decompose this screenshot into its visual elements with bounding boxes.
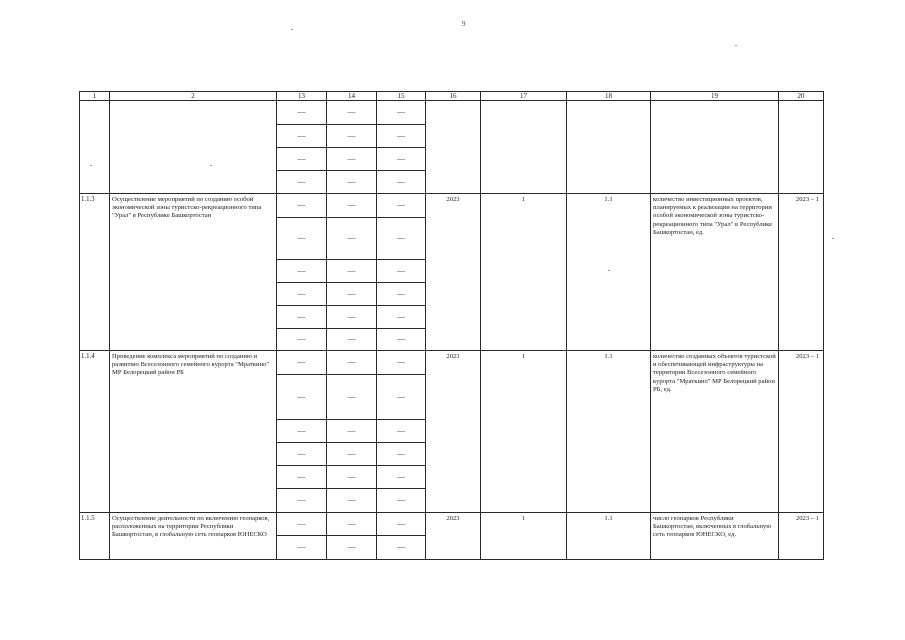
- dash-cell: —: [327, 148, 377, 171]
- row-number: 1.1.4: [80, 351, 110, 513]
- table-row: [80, 194, 824, 218]
- dash-cell: —: [327, 218, 377, 260]
- target-value: 2023 – 1: [779, 194, 824, 351]
- scan-speck: [735, 45, 737, 46]
- dash-cell: —: [377, 125, 426, 148]
- dash-cell: —: [277, 513, 327, 536]
- dash-cell: —: [327, 489, 377, 513]
- scan-speck: [291, 29, 293, 30]
- indicator-text: количество созданных объектов туристской и обеспечивающей инфраструктуры на территории Всесезонного семейного курорта "Мраткино" МР Белорецкий район РБ, ед.: [651, 351, 779, 513]
- dash-cell: —: [327, 194, 377, 218]
- indicator-text: количество инвестиционных проектов, планируемых к реализации на территории особой экономической зоны туристско-рекреационного типа "Урал" в Республике Башкортостан, ед.: [651, 194, 779, 351]
- dash-cell: —: [277, 148, 327, 171]
- indicator-text: число геопарков Республики Башкортостан, включенных в глобальную сеть геопарков ЮНЕСКО, ед.: [651, 513, 779, 560]
- col17-cell: 1: [481, 513, 567, 560]
- dash-cell: —: [377, 218, 426, 260]
- header-cell: 2: [110, 92, 277, 101]
- program-table: [79, 91, 824, 560]
- dash-cell: —: [327, 443, 377, 466]
- dash-cell: —: [277, 101, 327, 125]
- scan-speck: [832, 238, 834, 239]
- dash-cell: —: [277, 218, 327, 260]
- dash-cell: —: [377, 536, 426, 560]
- col17-cell: 1: [481, 351, 567, 513]
- dash-cell: —: [277, 283, 327, 306]
- header-cell: 20: [779, 92, 824, 101]
- dash-cell: —: [327, 375, 377, 420]
- dash-cell: —: [377, 489, 426, 513]
- row-number: 1.1.3: [80, 194, 110, 351]
- dash-cell: —: [277, 329, 327, 351]
- dash-cell: —: [377, 375, 426, 420]
- year-cell: 2023: [426, 351, 481, 513]
- dash-cell: —: [377, 513, 426, 536]
- cell-empty: [481, 101, 567, 194]
- dash-cell: —: [327, 420, 377, 443]
- year-cell: 2023: [426, 513, 481, 560]
- dash-cell: —: [327, 283, 377, 306]
- dash-cell: —: [327, 536, 377, 560]
- dash-cell: —: [377, 260, 426, 283]
- header-cell: 13: [277, 92, 327, 101]
- dash-cell: —: [277, 260, 327, 283]
- activity-name: Осуществление мероприятий по созданию особой экономической зоны туристско-рекреационного типа "Урал" в Республике Башкортостан: [110, 194, 277, 351]
- table-row: [80, 101, 824, 125]
- dash-cell: —: [277, 125, 327, 148]
- dash-cell: —: [277, 306, 327, 329]
- dash-cell: —: [277, 420, 327, 443]
- dash-cell: —: [327, 171, 377, 194]
- year-cell: 2023: [426, 194, 481, 351]
- cell-empty: [567, 101, 651, 194]
- dash-cell: —: [277, 351, 327, 375]
- activity-name: Проведение комплекса мероприятий по созданию и развитию Всесезонного семейного курорта "Мраткино" МР Белорецкий район РБ: [110, 351, 277, 513]
- dash-cell: —: [277, 466, 327, 489]
- header-cell: 15: [377, 92, 426, 101]
- dash-cell: —: [327, 466, 377, 489]
- dash-cell: —: [377, 443, 426, 466]
- header-cell: 18: [567, 92, 651, 101]
- dash-cell: —: [327, 101, 377, 125]
- dash-cell: —: [327, 260, 377, 283]
- header-cell: 17: [481, 92, 567, 101]
- dash-cell: —: [277, 171, 327, 194]
- dash-cell: —: [327, 513, 377, 536]
- header-cell: 1: [80, 92, 110, 101]
- activity-name: Осуществление деятельности по включению геопарков, расположенных на территории Республики Башкортостан, в глобальную сеть геопарков ЮНЕСКО: [110, 513, 277, 560]
- dash-cell: —: [377, 329, 426, 351]
- col18-cell: 1.1: [567, 194, 651, 351]
- col18-cell: 1.1: [567, 351, 651, 513]
- header-cell: 16: [426, 92, 481, 101]
- target-value: 2023 – 1: [779, 513, 824, 560]
- dash-cell: —: [377, 194, 426, 218]
- table-row: [80, 351, 824, 375]
- dash-cell: —: [277, 443, 327, 466]
- dash-cell: —: [327, 306, 377, 329]
- header-row: [80, 92, 824, 101]
- dash-cell: —: [377, 148, 426, 171]
- page-number: 9: [462, 20, 466, 28]
- row-number: 1.1.5: [80, 513, 110, 560]
- dash-cell: —: [327, 329, 377, 351]
- cell-empty: [779, 101, 824, 194]
- dash-cell: —: [277, 489, 327, 513]
- table-row: [80, 513, 824, 536]
- dash-cell: —: [327, 351, 377, 375]
- dash-cell: —: [377, 351, 426, 375]
- cell-empty: [651, 101, 779, 194]
- col18-cell: 1.1: [567, 513, 651, 560]
- dash-cell: —: [277, 375, 327, 420]
- col17-cell: 1: [481, 194, 567, 351]
- dash-cell: —: [377, 466, 426, 489]
- cell-empty: [110, 101, 277, 194]
- dash-cell: —: [377, 283, 426, 306]
- cell-empty: [80, 101, 110, 194]
- dash-cell: —: [327, 125, 377, 148]
- header-cell: 19: [651, 92, 779, 101]
- dash-cell: —: [377, 420, 426, 443]
- dash-cell: —: [377, 306, 426, 329]
- dash-cell: —: [377, 101, 426, 125]
- dash-cell: —: [377, 171, 426, 194]
- header-cell: 14: [327, 92, 377, 101]
- cell-empty: [426, 101, 481, 194]
- dash-cell: —: [277, 194, 327, 218]
- dash-cell: —: [277, 536, 327, 560]
- target-value: 2023 – 1: [779, 351, 824, 513]
